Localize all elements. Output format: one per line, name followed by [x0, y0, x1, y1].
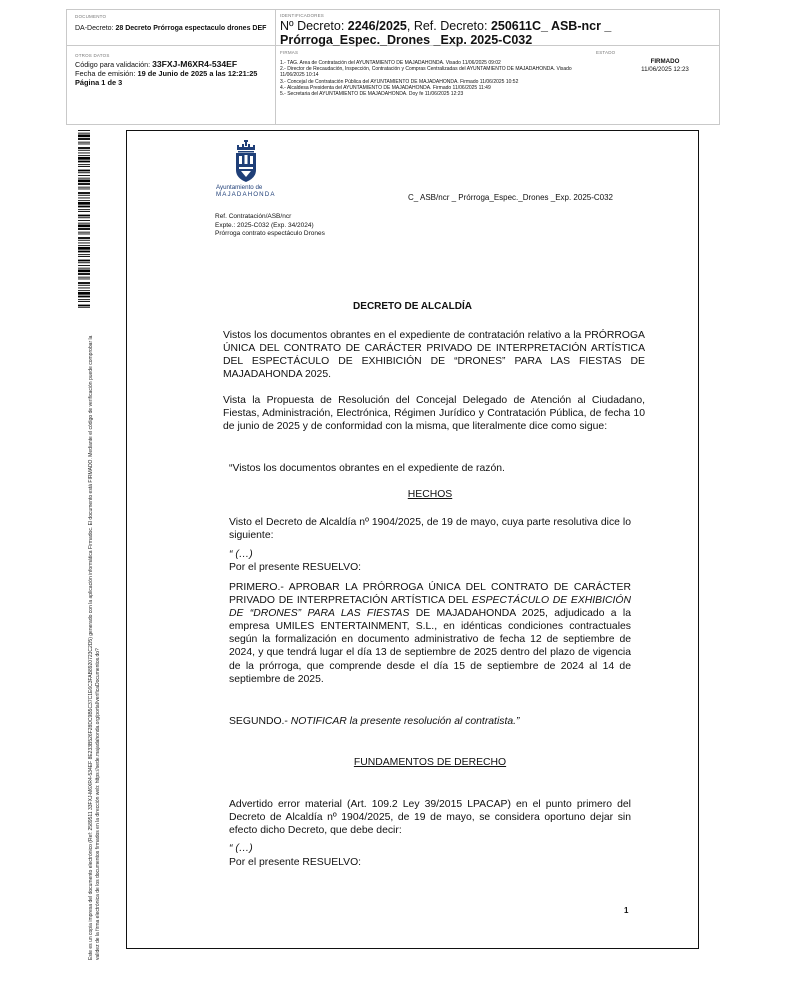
documento-label: DOCUMENTO	[75, 14, 107, 19]
paragraph-vistos: Vistos los documentos obrantes en el expediente de contratación relativo a la PRÓRROGA ÚNICA DEL CONTRATO DE CARÁCTER PRIVADO DE INTERPRETACIÓN ARTÍSTICA DEL ESPECTÁCULO DE EXHIBICIÓN DE “DRONES” PARA LAS FIESTAS DE MAJADAHONDA 2025.	[223, 330, 645, 381]
decree-prefix: Nº Decreto:	[280, 19, 348, 33]
decree-identifier	[280, 19, 710, 47]
primero-text-end: DE MAJADAHONDA 2025, adjudicado a la empresa UMILES ENTERTAINMENT, S.L., en idénticas condiciones contractuales según la formalización en documento administrativo de fecha 12 de septiembre de 2024, y que tendrá lugar el día 13 de septiembre de 2025 dentro del plazo de vigencia de la prórroga, que comprende desde el día 15 de septiembre de 2024 al 14 de septiembre de 2025.	[229, 608, 631, 685]
firmas-label: FIRMAS	[280, 50, 299, 55]
paragraph-vista-propuesta: Vista la Propuesta de Resolución del Concejal Delegado de Atención al Ciudadano, Fiestas, Administración, Electrónica, Régimen Jurídico y Contratación Pública, de fecha 10 de junio de 2025 y de conformidad con la misma, que literalmente dice como sigue:	[223, 395, 645, 433]
document-prefix: DA-Decreto:	[75, 25, 116, 32]
ellipsis-quote: “ (…)	[229, 843, 253, 854]
document-metadata-header	[66, 9, 720, 125]
paragraph-primero	[229, 581, 631, 686]
signature-entry: 2.- Director de Recaudación, Inspección, Contratación y Compras Centralizadas del AYUNTAMIENTO DE MAJADAHONDA. Visado 11/06/2025 10:14	[280, 66, 572, 79]
signatures-list	[280, 60, 580, 97]
verification-barcode	[78, 130, 90, 308]
paragraph-advertido: Advertido error material (Art. 109.2 Ley 39/2015 LPACAP) en el punto primero del Decreto de Alcaldía nº 1904/2025, de 19 de mayo, se considera oportuno dejar sin efecto dicho Decreto, que debe decir:	[229, 799, 631, 837]
reference-block	[215, 213, 325, 239]
paragraph-visto-decreto: Visto el Decreto de Alcaldía nº 1904/2025, de 19 de mayo, cuya parte resolutiva dice lo siguiente:	[229, 517, 631, 542]
logo-text-line2: MAJADAHONDA	[216, 191, 276, 198]
validation-prefix: Código para validación:	[75, 60, 153, 69]
validation-code: 33FXJ-M6XR4-534EF	[152, 59, 238, 69]
signature-status	[615, 58, 715, 73]
decree-number: 2246/2025	[347, 19, 407, 33]
identificadores-label: IDENTIFICADORES	[280, 13, 325, 18]
reference-line: Ref. Contratación/ASB/ncr	[215, 213, 292, 220]
reference-line: Expte.: 2025-C032 (Exp. 34/2024)	[215, 221, 314, 229]
primero-text-italic: ESPECTÁCULO DE EXHIBICIÓN DE “DRONES” PARA LAS FIESTAS	[229, 595, 631, 620]
coat-of-arms-icon	[233, 140, 259, 184]
resuelvo-line: Por el presente RESUELVO:	[229, 857, 362, 868]
logo-text-line1: Ayuntamiento de	[216, 184, 263, 191]
resuelvo-line: Por el presente RESUELVO:	[229, 562, 362, 573]
decree-ref-prefix: , Ref. Decreto:	[406, 19, 491, 33]
page-title: DECRETO DE ALCALDÍA	[353, 301, 472, 312]
heading-fundamentos: FUNDAMENTOS DE DERECHO	[353, 757, 507, 768]
document-title	[75, 24, 271, 33]
signature-entry: 1.- TAG. Area de Contratación del AYUNTAMIENTO DE MAJADAHONDA. Visado 11/06/2025 09:02	[280, 60, 501, 66]
municipality-logo	[215, 140, 279, 198]
decree-ref: 250611C_ ASB-ncr _ Prórroga_Espec._Drones _Exp. 2025-C032	[280, 19, 612, 47]
ellipsis-quote: “ (…)	[229, 549, 253, 560]
page-number: 1	[624, 906, 629, 915]
estado-label: ESTADO	[596, 50, 616, 55]
quote-opening: “Vistos los documentos obrantes en el expediente de razón.	[229, 463, 505, 474]
header-divider-vertical	[275, 10, 276, 124]
segundo-label: SEGUNDO.-	[229, 716, 291, 727]
page-info: Página 1 de 3	[75, 77, 123, 87]
signature-entry: 4.- Alcaldesa Presidenta del AYUNTAMIENTO DE MAJADAHONDA. Firmado 11/06/2025 11:49	[280, 84, 491, 91]
signature-entry: 3.- Concejal de Contratación Pública del AYUNTAMIENTO DE MAJADAHONDA. Firmado 11/06/2025 10:52	[280, 78, 519, 85]
emission-date: 19 de Junio de 2025 a las 12:21:25	[137, 68, 258, 78]
signature-entry: 5.- Secretaria del AYUNTAMIENTO DE MAJADAHONDA. Doy fe 11/06/2025 12:23	[280, 91, 464, 98]
primero-text-start: PRIMERO.- APROBAR LA PRÓRROGA ÚNICA DEL CONTRATO DE CARÁCTER PRIVADO DE INTERPRETACIÓN ARTÍSTICA DEL	[229, 582, 631, 607]
status-date: 11/06/2025 12:23	[641, 65, 689, 73]
status-badge: FIRMADO	[650, 58, 680, 65]
paragraph-segundo	[229, 715, 631, 728]
validation-info	[75, 60, 271, 87]
document-name: 28 Decreto Prórroga espectaculo drones DEF	[115, 25, 267, 32]
verification-side-text: Este es un copia impresa del documento electrónico (Ref: 2589511 33FXJ-M6XR4-534EF 8E233B526F28DC9B5C37C1E6C3FAB8920723C2D5) generado con la aplicación informática Firmadoc. El documento está FIRMADO. Mediante el código de verificación puede comprobar la validez de la firma electrónica de los documentos firmados en la dirección web: https://sede.majadahonda.org/portal/verificaDocumentos.do?	[88, 335, 101, 960]
otros-datos-label: OTROS DATOS	[75, 53, 110, 58]
segundo-text: NOTIFICAR la presente resolución al contratista.”	[290, 716, 520, 727]
emission-prefix: Fecha de emisión:	[75, 68, 138, 78]
heading-hechos: HECHOS	[407, 489, 453, 500]
reference-line: Prórroga contrato espectáculo Drones	[215, 230, 325, 237]
document-code: C_ ASB/ncr _ Prórroga_Espec._Drones _Exp. 2025-C032	[408, 193, 614, 202]
